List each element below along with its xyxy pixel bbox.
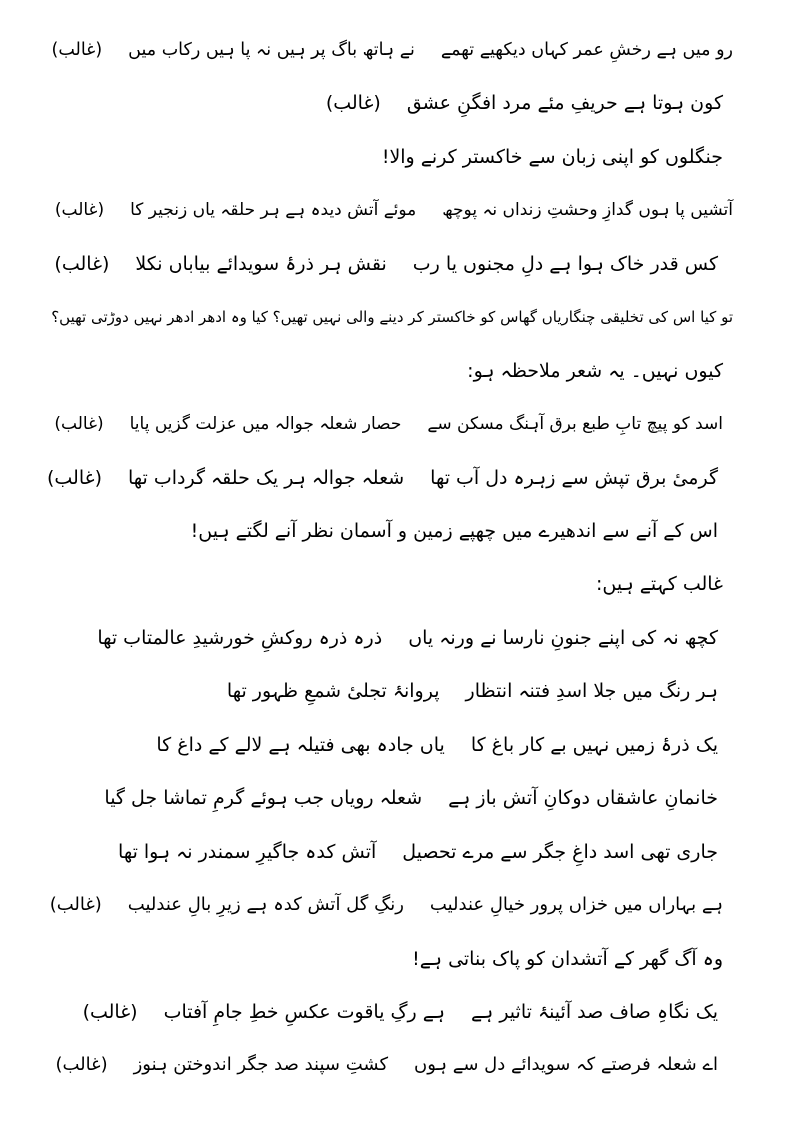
verse-line-6 bbox=[47, 463, 718, 493]
verse-line-3 bbox=[55, 195, 733, 225]
prose-line-5 bbox=[596, 569, 723, 599]
prose-text: اس کے آنے سے اندھیرے میں چھپے زمین و آسمان نظر آنے لگتے ہیں! bbox=[190, 520, 718, 542]
verse-line-9 bbox=[156, 730, 718, 760]
prose-line-2 bbox=[51, 302, 733, 332]
verse-line-2 bbox=[326, 88, 723, 118]
attribution: (غالب) bbox=[54, 253, 110, 275]
verse-second-half: ذرہ ذرہ روکشِ خورشیدِ عالمتاب تھا bbox=[97, 627, 383, 649]
verse-line-4 bbox=[54, 249, 718, 279]
verse-second-half: حصار شعلہ جوالہ میں عزلت گزیں پایا bbox=[129, 414, 402, 434]
attribution: (غالب) bbox=[54, 200, 105, 220]
verse-first-half: یک ذرۂ زمیں نہیں بے کار باغ کا bbox=[470, 734, 718, 756]
attribution: (غالب) bbox=[325, 92, 381, 114]
verse-second-half: موئے آتش دیدہ ہے ہر حلقہ یاں زنجیر کا bbox=[130, 200, 417, 220]
verse-first-half: کچھ نہ کی اپنے جنونِ نارسا نے ورنہ یاں bbox=[408, 627, 718, 649]
verse-line-8 bbox=[227, 676, 718, 706]
verse-first-half: کون ہوتا ہے حریفِ مئے مرد افگنِ عشق bbox=[406, 92, 723, 114]
verse-second-half: ہے رگِ یاقوت عکسِ خطِ جامِ آفتاب bbox=[163, 1001, 446, 1023]
attribution: (غالب) bbox=[51, 40, 103, 60]
attribution: (غالب) bbox=[46, 467, 102, 489]
verse-first-half: گرمیٔ برق تپش سے زہرہ دل آب تھا bbox=[430, 467, 718, 489]
verse-second-half: یاں جادہ بھی فتیلہ ہے لالے کے داغ کا bbox=[156, 734, 445, 756]
verse-line-7 bbox=[97, 623, 718, 653]
verse-first-half: اے شعلہ فرصتے کہ سویدائے دل سے ہوں bbox=[414, 1054, 718, 1075]
verse-second-half: پروانۂ تجلیٔ شمعِ ظہور تھا bbox=[226, 680, 440, 702]
verse-first-half: ہے بہاراں میں خزاں پرور خیالِ عندلیب bbox=[429, 894, 723, 915]
verse-line-14 bbox=[55, 1050, 718, 1080]
attribution: (غالب) bbox=[82, 1001, 138, 1023]
verse-second-half: آتش کدہ جاگیرِ سمندر نہ ہوا تھا bbox=[118, 841, 377, 863]
verse-line-1 bbox=[52, 35, 734, 65]
prose-line-6 bbox=[412, 944, 723, 974]
prose-text: جنگلوں کو اپنی زبان سے خاکستر کرنے والا! bbox=[381, 146, 723, 168]
attribution: (غالب) bbox=[54, 414, 104, 434]
verse-first-half: جاری تھی اسد داغِ جگر سے مرے تحصیل bbox=[402, 841, 718, 863]
verse-first-half: رو میں ہے رخشِ عمر کہاں دیکھیے تھمے bbox=[440, 40, 733, 60]
verse-first-half: خانمانِ عاشقاں دوکانِ آتش باز ہے bbox=[448, 787, 718, 809]
prose-text: کیوں نہیں۔ یہ شعر ملاحظہ ہو: bbox=[467, 360, 723, 382]
verse-second-half: نے ہاتھ باگ پر ہیں نہ پا ہیں رکاب میں bbox=[128, 40, 415, 60]
prose-line-1 bbox=[382, 142, 723, 172]
attribution: (غالب) bbox=[49, 894, 102, 915]
verse-first-half: آتشیں پا ہوں گدازِ وحشتِ زنداں نہ پوچھ bbox=[442, 200, 733, 220]
prose-text: وہ آگ گھر کے آتشدان کو پاک بناتی ہے! bbox=[412, 948, 723, 970]
prose-line-4 bbox=[191, 516, 718, 546]
verse-second-half: کشتِ سپند صد جگر اندوختن ہنوز bbox=[133, 1054, 389, 1075]
verse-second-half: رنگِ گل آتش کدہ ہے زیرِ بالِ عندلیب bbox=[127, 894, 404, 915]
prose-text: تو کیا اس کی تخلیقی چنگاریاں گھاس کو خاکستر کر دینے والی نہیں تھیں؟ کیا وہ ادھر ادھر نہیں دوڑتی تھیں؟ bbox=[51, 308, 733, 326]
verse-first-half: یک نگاہِ صاف صد آئینۂ تاثیر ہے bbox=[471, 1001, 718, 1023]
verse-first-half: کس قدر خاک ہوا ہے دلِ مجنوں یا رب bbox=[412, 253, 718, 275]
verse-line-13 bbox=[83, 997, 718, 1027]
verse-line-10 bbox=[104, 783, 718, 813]
verse-line-5 bbox=[54, 409, 723, 439]
verse-first-half: اسد کو پیچ تابِ طبع برق آہنگ مسکن سے bbox=[427, 414, 723, 434]
prose-line-3 bbox=[467, 356, 723, 386]
verse-first-half: ہر رنگ میں جلا اسدِ فتنہ انتظار bbox=[465, 680, 718, 702]
prose-text: غالب کہتے ہیں: bbox=[595, 573, 723, 595]
verse-second-half: نقش ہر ذرۂ سویدائے بیاباں نکلا bbox=[135, 253, 387, 275]
verse-line-11 bbox=[118, 837, 718, 867]
verse-second-half: شعلہ جوالہ ہر یک حلقہ گرداب تھا bbox=[127, 467, 405, 489]
verse-line-12 bbox=[50, 890, 723, 920]
attribution: (غالب) bbox=[55, 1054, 108, 1075]
verse-second-half: شعلہ رویاں جب ہوئے گرمِ تماشا جل گیا bbox=[104, 787, 423, 809]
